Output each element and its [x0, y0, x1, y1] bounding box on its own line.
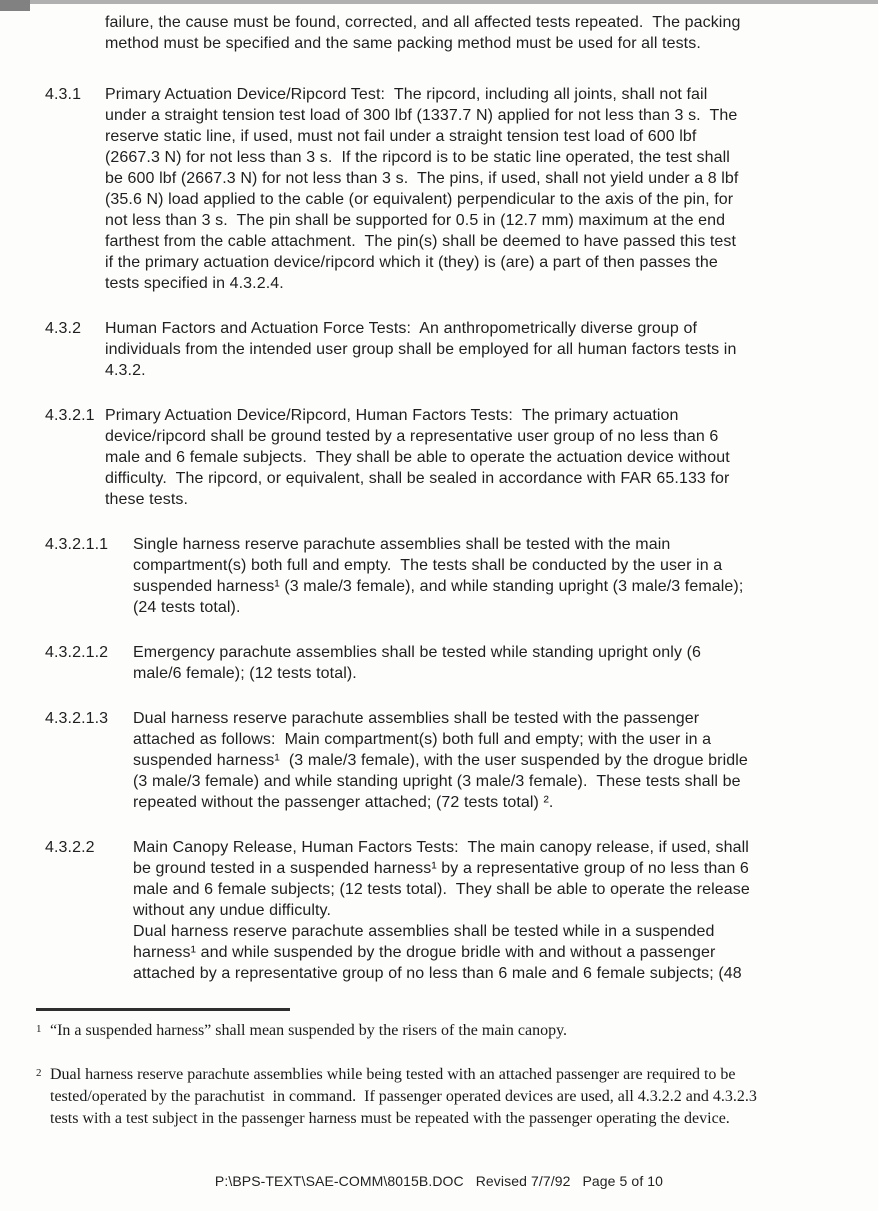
text-line: (2667.3 N) for not less than 3 s. If the ripcord is to be static line operated, the test shall [105, 149, 730, 166]
page-footer: P:\BPS-TEXT\SAE-COMM\8015B.DOC Revised 7/7/92 Page 5 of 10 [214, 1173, 664, 1189]
text-line: harness¹ and while suspended by the drogue bridle with and without a passenger [133, 944, 716, 961]
text-line: these tests. [105, 491, 189, 508]
text-line: reserve static line, if used, must not fail under a straight tension test load of 600 lbf [105, 128, 697, 145]
text-line: 4.3.2. [105, 362, 146, 379]
section-4.3.2.2 [0, 837, 878, 984]
text-line: be ground tested in a suspended harness¹ by a representative group of no less than 6 [133, 860, 749, 877]
footnote-line: tested/operated by the parachutist in command. If passenger operated devices are used, all 4.3.2.2 and 4.3.2.3 [50, 1088, 757, 1105]
section-paragraph [133, 534, 878, 618]
section-paragraph [105, 84, 878, 294]
text-line: Dual harness reserve parachute assemblies shall be tested while in a suspended [133, 923, 715, 940]
text-line: not less than 3 s. The pin shall be supported for 0.5 in (12.7 mm) maximum at the end [105, 212, 726, 229]
text-line: male and 6 female subjects; (12 tests total). They shall be able to operate the release [133, 881, 750, 898]
scan-corner-artifact [0, 0, 30, 11]
text-line: (35.6 N) load applied to the cable (or equivalent) perpendicular to the axis of the pin, for [105, 191, 734, 208]
section-4.3.2.1 [0, 405, 878, 510]
section-number: 4.3.2.1.1 [45, 536, 109, 553]
footnote-line: Dual harness reserve parachute assemblies while being tested with an attached passenger are required to be [50, 1066, 736, 1083]
text-line: Primary Actuation Device/Ripcord Test: The ripcord, including all joints, shall not fail [105, 86, 708, 103]
section-paragraph [105, 405, 878, 510]
text-line: failure, the cause must be found, corrected, and all affected tests repeated. The packing [105, 14, 741, 31]
document-body [0, 12, 878, 1130]
sections-container [0, 84, 878, 984]
text-line: farthest from the cable attachment. The pin(s) shall be deemed to have passed this test [105, 233, 737, 250]
footnote-divider [36, 1008, 290, 1011]
footnote-marker: 1 [36, 1023, 42, 1035]
scan-edge-artifact [0, 0, 878, 4]
footnote-1 [36, 1020, 878, 1042]
section-4.3.2.1.3 [0, 708, 878, 813]
section-paragraph [105, 318, 878, 381]
text-line: Emergency parachute assemblies shall be tested while standing upright only (6 [133, 644, 702, 661]
text-line: method must be specified and the same packing method must be used for all tests. [105, 35, 701, 52]
section-4.3.1 [0, 84, 878, 294]
text-line: tests specified in 4.3.2.4. [105, 275, 284, 292]
text-line: difficulty. The ripcord, or equivalent, shall be sealed in accordance with FAR 65.133 for [105, 470, 730, 487]
text-line: Single harness reserve parachute assemblies shall be tested with the main [133, 536, 671, 553]
text-line: compartment(s) both full and empty. The tests shall be conducted by the user in a [133, 557, 723, 574]
text-line: (24 tests total). [133, 599, 241, 616]
section-number: 4.3.2.1.3 [45, 710, 109, 727]
text-line: under a straight tension test load of 300 lbf (1337.7 N) applied for not less than 3 s. The [105, 107, 738, 124]
footnote-line: tests with a test subject in the passenger harness must be repeated with the passenger operating the device. [50, 1110, 730, 1127]
footnote-2 [36, 1064, 878, 1130]
section-4.3.2.1.1 [0, 534, 878, 618]
text-line: attached as follows: Main compartment(s) both full and empty; with the user in a [133, 731, 712, 748]
text-line: individuals from the intended user group shall be employed for all human factors tests in [105, 341, 737, 358]
text-line: male and 6 female subjects. They shall be able to operate the actuation device without [105, 449, 730, 466]
text-line: suspended harness¹ (3 male/3 female), and while standing upright (3 male/3 female); [133, 578, 744, 595]
text-line: male/6 female); (12 tests total). [133, 665, 357, 682]
footnote-line: “In a suspended harness” shall mean suspended by the risers of the main canopy. [50, 1022, 568, 1039]
intro-paragraph [105, 12, 878, 54]
section-number: 4.3.2 [45, 320, 82, 337]
text-line: (3 male/3 female) and while standing upright (3 male/3 female). These tests shall be [133, 773, 741, 790]
footnote-marker: 2 [36, 1067, 42, 1079]
section-number: 4.3.2.1 [45, 407, 95, 424]
text-line: Dual harness reserve parachute assemblies shall be tested with the passenger [133, 710, 700, 727]
section-4.3.2.1.2 [0, 642, 878, 684]
text-line: attached by a representative group of no less than 6 male and 6 female subjects; (48 [133, 965, 742, 982]
text-line: be 600 lbf (2667.3 N) for not less than 3 s. The pins, if used, shall not yield under a 8 lbf [105, 170, 739, 187]
text-line: if the primary actuation device/ripcord which it (they) is (are) a part of then passes the [105, 254, 718, 271]
text-line: device/ripcord shall be ground tested by a representative user group of no less than 6 [105, 428, 719, 445]
section-number: 4.3.1 [45, 86, 82, 103]
section-paragraph [133, 837, 878, 984]
section-4.3.2 [0, 318, 878, 381]
text-line: Primary Actuation Device/Ripcord, Human Factors Tests: The primary actuation [105, 407, 679, 424]
section-number: 4.3.2.2 [45, 839, 95, 856]
footnotes-container [0, 1020, 878, 1130]
text-line: repeated without the passenger attached; (72 tests total) ². [133, 794, 554, 811]
text-line: without any undue difficulty. [133, 902, 331, 919]
text-line: suspended harness¹ (3 male/3 female), with the user suspended by the drogue bridle [133, 752, 748, 769]
text-line: Human Factors and Actuation Force Tests: An anthropometrically diverse group of [105, 320, 697, 337]
section-number: 4.3.2.1.2 [45, 644, 109, 661]
section-paragraph [133, 642, 878, 684]
section-paragraph [133, 708, 878, 813]
text-line: Main Canopy Release, Human Factors Tests: The main canopy release, if used, shall [133, 839, 749, 856]
